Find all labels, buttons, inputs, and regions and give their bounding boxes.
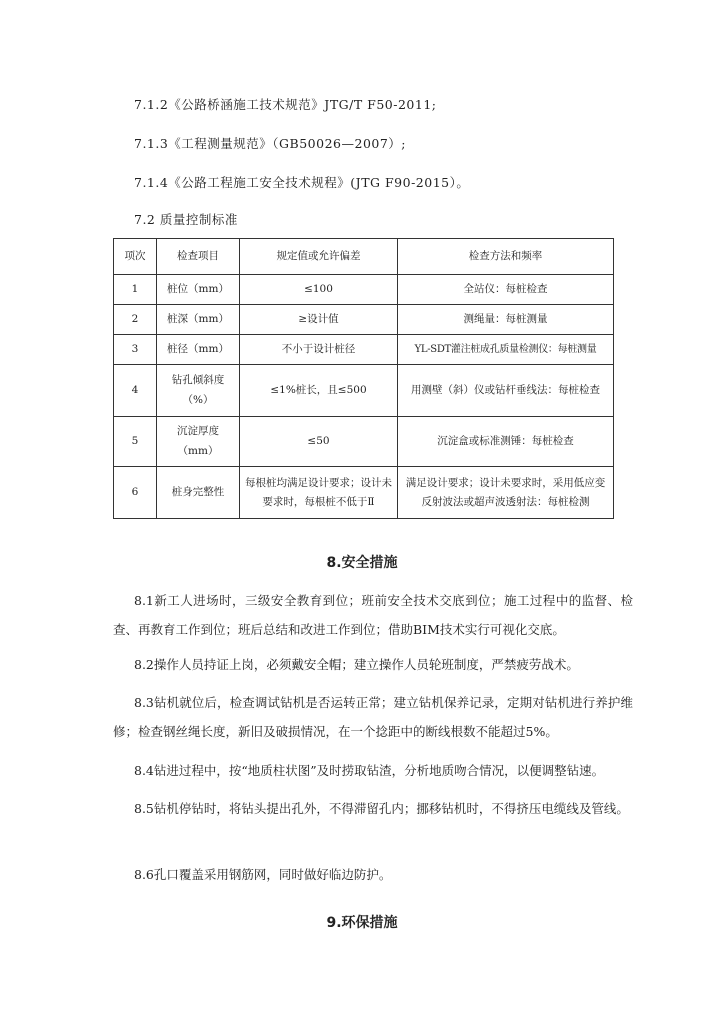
- table-cell: 测绳量：每桩测量: [398, 305, 614, 335]
- table-cell: YL-SDT灌注桩成孔质量检测仪：每桩测量: [398, 335, 614, 365]
- paragraph-8-6: 8.6孔口覆盖采用钢筋网，同时做好临边防护。: [134, 867, 392, 882]
- table-row: [114, 417, 614, 467]
- table-cell: 用测壁（斜）仪或钻杆垂线法：每桩检查: [398, 365, 614, 417]
- reference-7-1-4: 7.1.4《公路工程施工安全技术规程》(JTG F90-2015）。: [134, 175, 470, 190]
- table-row: [114, 275, 614, 305]
- paragraph-8-3: 8.3钻机就位后，检查调试钻机是否运转正常；建立钻机保养记录，定期对钻机进行养护维修；检查钢丝绳长度，新旧及破损情况，在一个捻距中的断线根数不能超过5%。: [113, 695, 633, 739]
- header-method: 检查方法和频率: [398, 239, 614, 275]
- table-cell: 钻孔倾斜度（%）: [157, 365, 240, 417]
- reference-7-1-3: 7.1.3《工程测量规范》（GB50026—2007）;: [134, 136, 407, 151]
- table-cell: 不小于设计桩径: [240, 335, 398, 365]
- section-8-title: 8.安全措施: [326, 555, 398, 571]
- paragraph-8-4: 8.4钻进过程中，按“地质柱状图”及时捞取钻渣，分析地质吻合情况，以便调整钻速。: [134, 763, 605, 778]
- table-cell: 2: [114, 305, 157, 335]
- paragraph-8-5: 8.5钻机停钻时，将钻头提出孔外，不得滞留孔内；挪移钻机时，不得挤压电缆线及管线。: [134, 801, 629, 816]
- table-cell: 桩深（mm）: [157, 305, 240, 335]
- header-tolerance: 规定值或允许偏差: [240, 239, 398, 275]
- table-row: [114, 335, 614, 365]
- table-cell: 沉淀厚度（mm）: [157, 417, 240, 467]
- reference-7-1-2: 7.1.2《公路桥涵施工技术规范》JTG/T F50-2011;: [134, 97, 437, 112]
- table-cell: 满足设计要求；设计未要求时，采用低应变反射波法或超声波透射法：每桩检测: [398, 467, 614, 519]
- table-cell: ≤100: [240, 275, 398, 305]
- table-cell: 每根桩均满足设计要求；设计未要求时，每根桩不低于Ⅱ: [240, 467, 398, 519]
- table-cell: 5: [114, 417, 157, 467]
- table-cell: 4: [114, 365, 157, 417]
- table-cell: ≥设计值: [240, 305, 398, 335]
- table-cell: 6: [114, 467, 157, 519]
- quality-control-table: [113, 238, 614, 519]
- section-9-title: 9.环保措施: [326, 915, 398, 931]
- table-row: [114, 365, 614, 417]
- table-header-row: [114, 239, 614, 275]
- table-cell: 全站仪：每桩检查: [398, 275, 614, 305]
- table-cell: 桩位（mm）: [157, 275, 240, 305]
- table-cell: 3: [114, 335, 157, 365]
- paragraph-8-1: 8.1新工人进场时，三级安全教育到位；班前安全技术交底到位；施工过程中的监督、检查、再教育工作到位；班后总结和改进工作到位；借助BIM技术实行可视化交底。: [113, 593, 633, 637]
- table-cell: 1: [114, 275, 157, 305]
- table-row: [114, 467, 614, 519]
- section-7-2-heading: 7.2 质量控制标准: [134, 212, 238, 227]
- header-item-no: 项次: [114, 239, 157, 275]
- table-cell: 桩身完整性: [157, 467, 240, 519]
- paragraph-8-2: 8.2操作人员持证上岗，必须戴安全帽；建立操作人员轮班制度，严禁疲劳战术。: [134, 657, 579, 672]
- table-row: [114, 305, 614, 335]
- table-cell: 桩径（mm）: [157, 335, 240, 365]
- header-check-item: 检查项目: [157, 239, 240, 275]
- table-cell: 沉淀盒或标准测锤：每桩检查: [398, 417, 614, 467]
- table-cell: ≤1%桩长，且≤500: [240, 365, 398, 417]
- table-cell: ≤50: [240, 417, 398, 467]
